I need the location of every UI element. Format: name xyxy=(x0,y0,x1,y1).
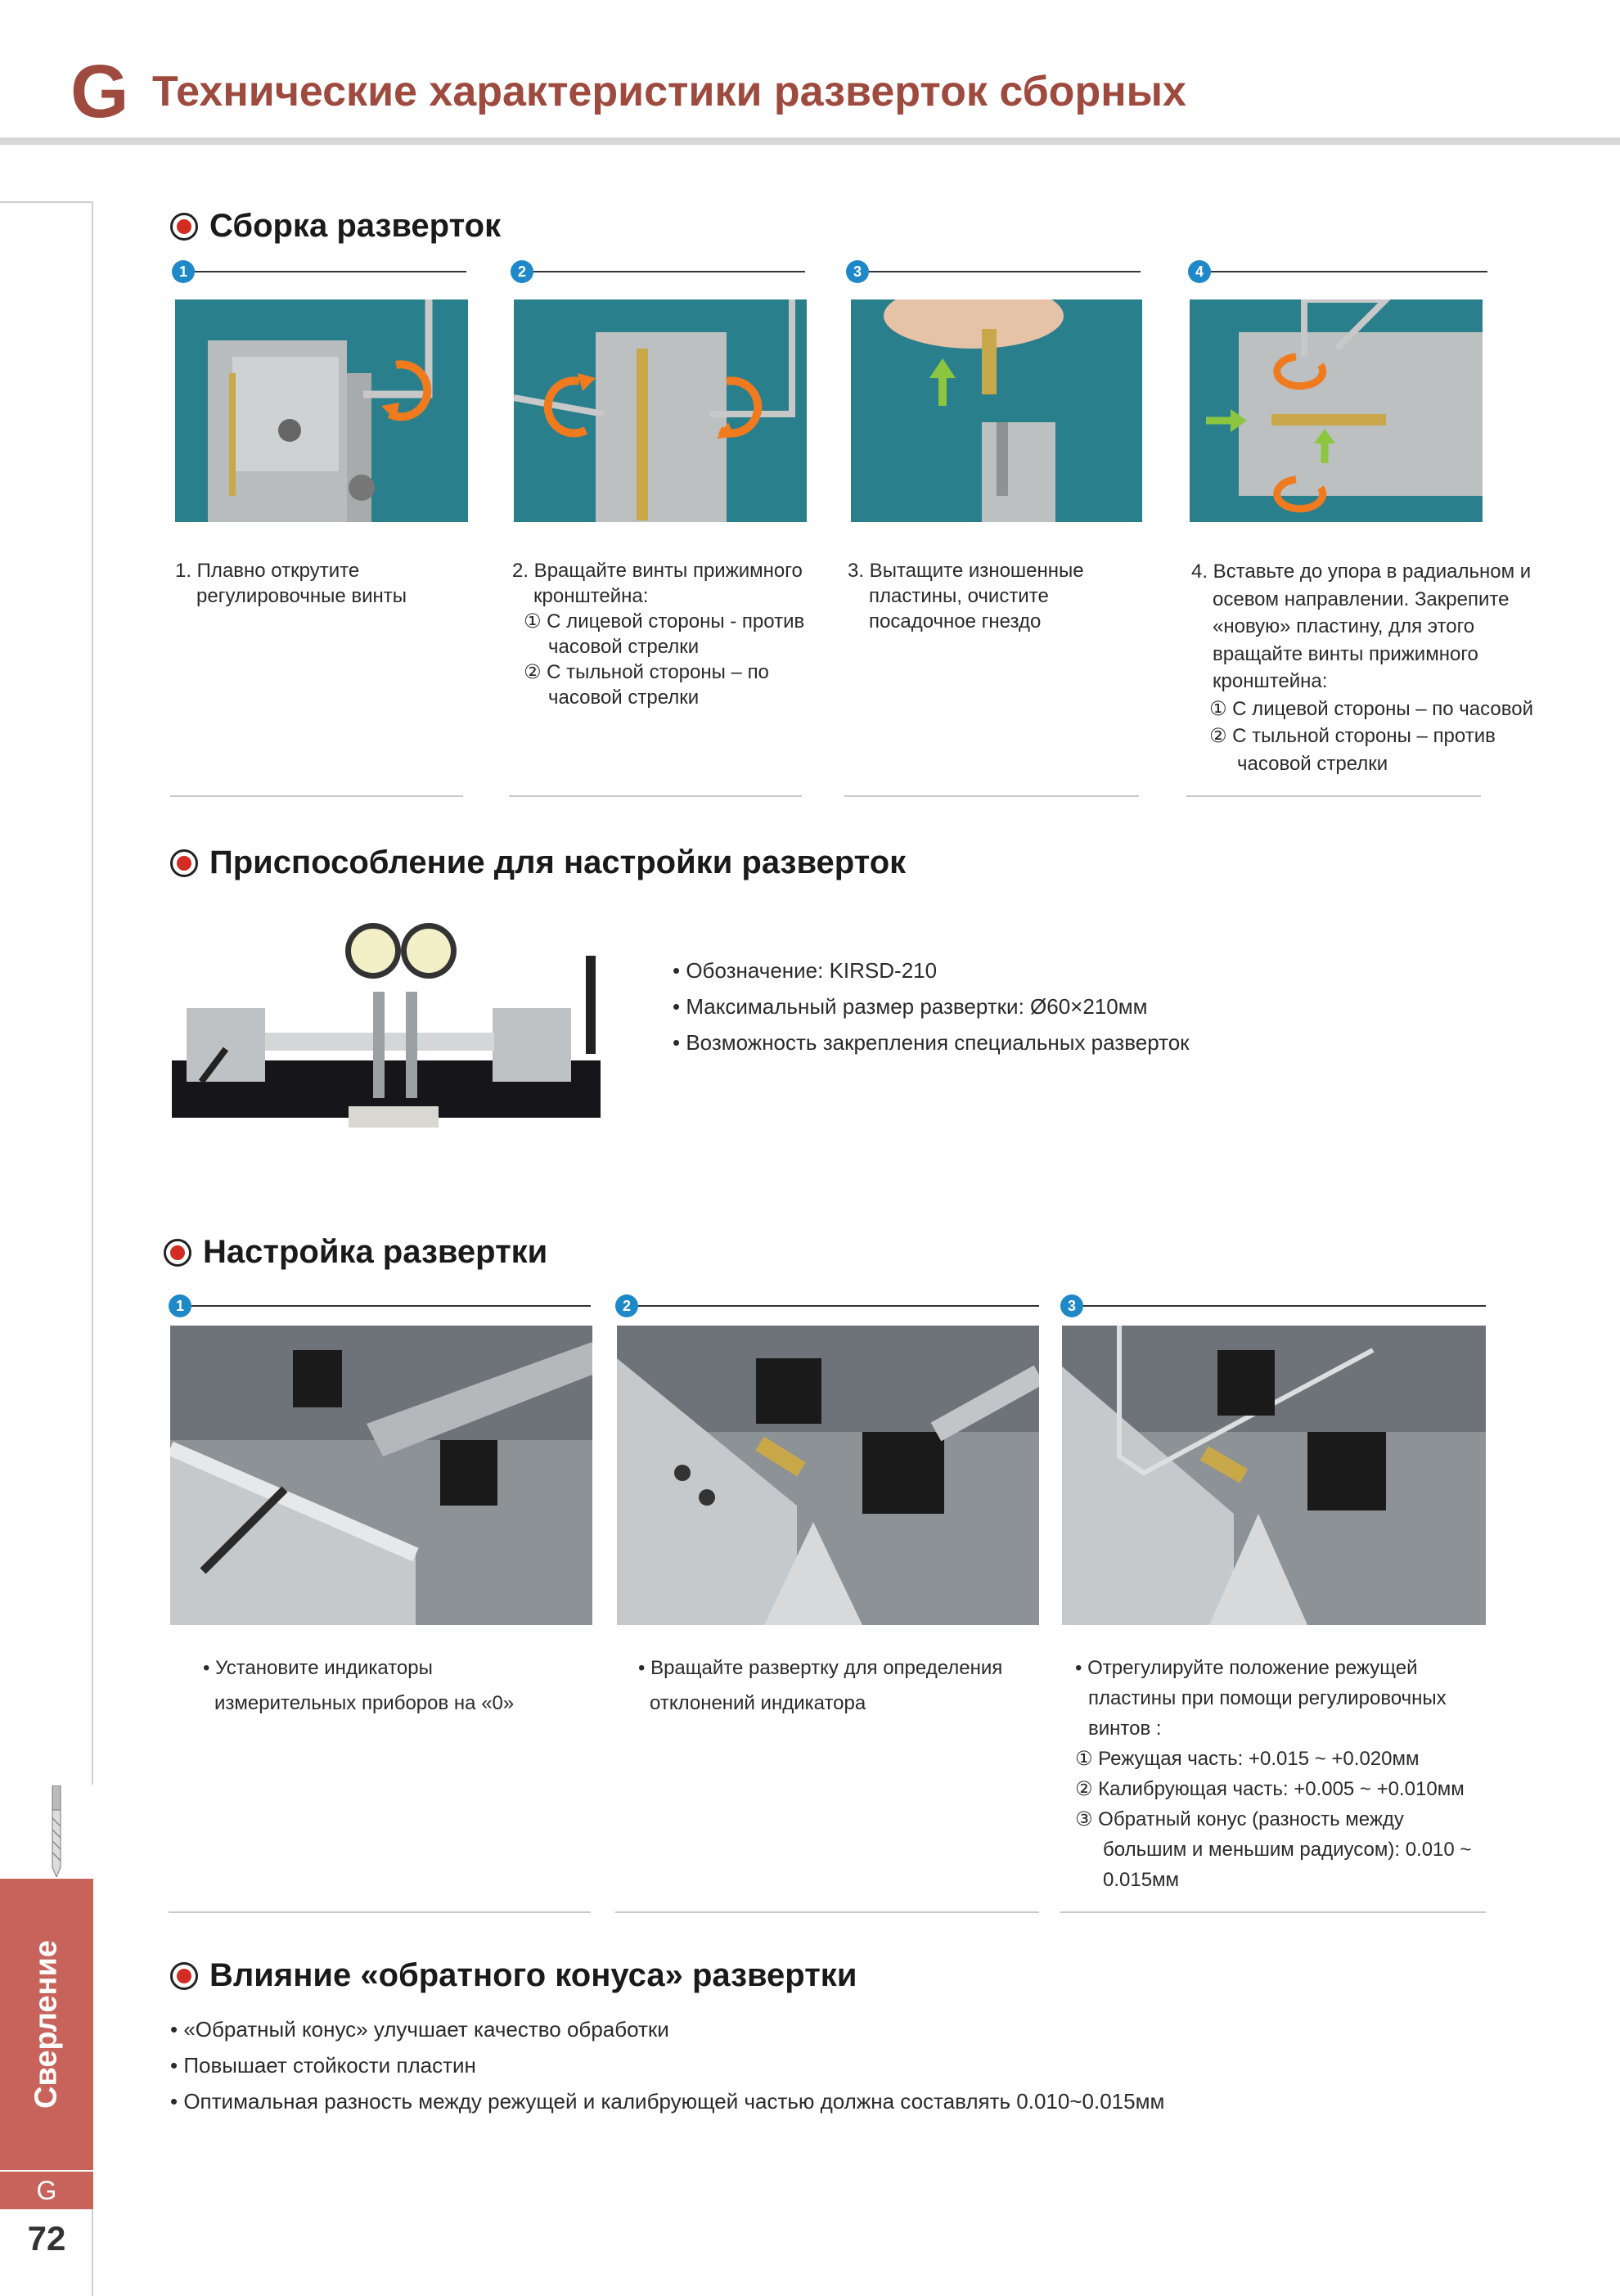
drill-icon xyxy=(47,1785,65,1877)
assembly-caption-4: 4. Вставьте до упора в радиальном и осевом направлении. Закрепите «новую» пластину, для этого вращайте винты прижимного кронштейна: ① С лицевой стороны – по часовой ② С тыльной стороны – против часовой стрелки xyxy=(1191,560,1533,775)
bullet-target-icon xyxy=(170,1962,198,1990)
backtaper-list xyxy=(170,2011,1164,2119)
assembly-caption-3: 3. Вытащите изношенные пластины, очистите посадочное гнездо xyxy=(848,560,1084,633)
sidebar-tab-drilling[interactable] xyxy=(0,1879,93,2170)
setup-photo-2 xyxy=(617,1326,1039,1625)
step-number: 3 xyxy=(1060,1294,1083,1317)
list-item: • Оптимальная разность между режущей и калибрующей частью должна составлять 0.010~0.015мм xyxy=(170,2083,1164,2119)
setup-photo-3 xyxy=(1062,1326,1486,1625)
sidebar-section-letter: G xyxy=(0,2172,93,2209)
bullet-target-icon xyxy=(164,1239,191,1267)
assembly-caption-1: 1. Плавно открутите регулировочные винты xyxy=(175,560,407,607)
backtaper-title: Влияние «обратного конуса» развертки xyxy=(209,1957,857,1993)
assembly-photo-4 xyxy=(1190,299,1483,522)
list-item: • Возможность закрепления специальных разверток xyxy=(673,1024,1190,1060)
setup-caption-3: • Отрегулируйте положение режущей пластины при помощи регулировочных винтов : ① Режущая часть: +0.015 ~ +0.020мм ② Калибрующая часть: +0.005 ~ +0.010мм ③ Обратный конус (разность между большим и меньшим радиусом): 0.010 ~ 0.015мм xyxy=(1075,1657,1472,1891)
assembly-photo-1 xyxy=(175,299,468,522)
separator xyxy=(170,795,463,797)
step-rule xyxy=(1083,1305,1486,1307)
list-item: • Обозначение: KIRSD-210 xyxy=(673,952,1190,988)
setup-caption-2: • Вращайте развертку для определения отклонений индикатора xyxy=(638,1657,1003,1714)
setup-step-marker-3 xyxy=(1060,1294,1486,1319)
step-rule xyxy=(869,271,1141,272)
separator xyxy=(615,1911,1039,1913)
assembly-photo-3 xyxy=(851,299,1142,522)
step-number: 1 xyxy=(169,1294,191,1317)
setup-caption-1: • Установите индикаторы измерительных приборов на «0» xyxy=(203,1657,515,1714)
list-item: • Повышает стойкости пластин xyxy=(170,2047,1164,2083)
sidebar-divider xyxy=(92,2209,93,2296)
assembly-step-marker-1 xyxy=(172,260,466,285)
setup-photo-1 xyxy=(170,1326,592,1625)
step-rule xyxy=(533,271,805,272)
header-rule xyxy=(0,137,1620,145)
assembly-heading xyxy=(170,208,501,245)
setup-step-marker-2 xyxy=(615,1294,1039,1319)
step-rule xyxy=(195,271,466,272)
sidebar-frame xyxy=(0,201,93,1785)
list-item: • «Обратный конус» улучшает качество обработки xyxy=(170,2011,1164,2047)
assembly-step-marker-3 xyxy=(846,260,1141,285)
assembly-step-marker-2 xyxy=(511,260,805,285)
page-title: Технические характеристики разверток сборных xyxy=(152,68,1186,115)
step-number: 1 xyxy=(172,260,195,283)
separator xyxy=(169,1911,591,1913)
step-number: 3 xyxy=(846,260,869,283)
fixture-title: Приспособление для настройки разверток xyxy=(209,844,907,880)
assembly-photo-2 xyxy=(514,299,807,522)
fixture-heading xyxy=(170,844,906,881)
setup-heading xyxy=(164,1234,547,1271)
bullet-target-icon xyxy=(170,849,198,877)
fixture-photo xyxy=(169,910,604,1137)
step-rule xyxy=(1211,271,1487,272)
assembly-caption-2: 2. Вращайте винты прижимного кронштейна: ① С лицевой стороны - против часовой стрелки ② С тыльной стороны – по часовой стрелки xyxy=(512,560,805,709)
bullet-target-icon xyxy=(170,213,198,241)
assembly-step-marker-4 xyxy=(1188,260,1487,285)
separator xyxy=(1186,795,1481,797)
separator xyxy=(844,795,1139,797)
assembly-title: Сборка разверток xyxy=(209,208,502,244)
setup-step-marker-1 xyxy=(169,1294,591,1319)
separator xyxy=(509,795,802,797)
step-rule xyxy=(638,1305,1039,1307)
step-number: 2 xyxy=(615,1294,638,1317)
setup-title: Настройка развертки xyxy=(203,1234,548,1270)
list-item: • Максимальный размер развертки: Ø60×210мм xyxy=(673,988,1190,1024)
section-letter: G xyxy=(70,50,129,133)
backtaper-heading xyxy=(170,1957,857,1994)
fixture-spec-list xyxy=(673,952,1190,1060)
step-number: 2 xyxy=(511,260,533,283)
sidebar-tab-label: Сверление xyxy=(29,1940,64,2109)
separator xyxy=(1060,1911,1486,1913)
page-number: 72 xyxy=(27,2219,66,2258)
step-number: 4 xyxy=(1188,260,1211,283)
step-rule xyxy=(191,1305,591,1307)
